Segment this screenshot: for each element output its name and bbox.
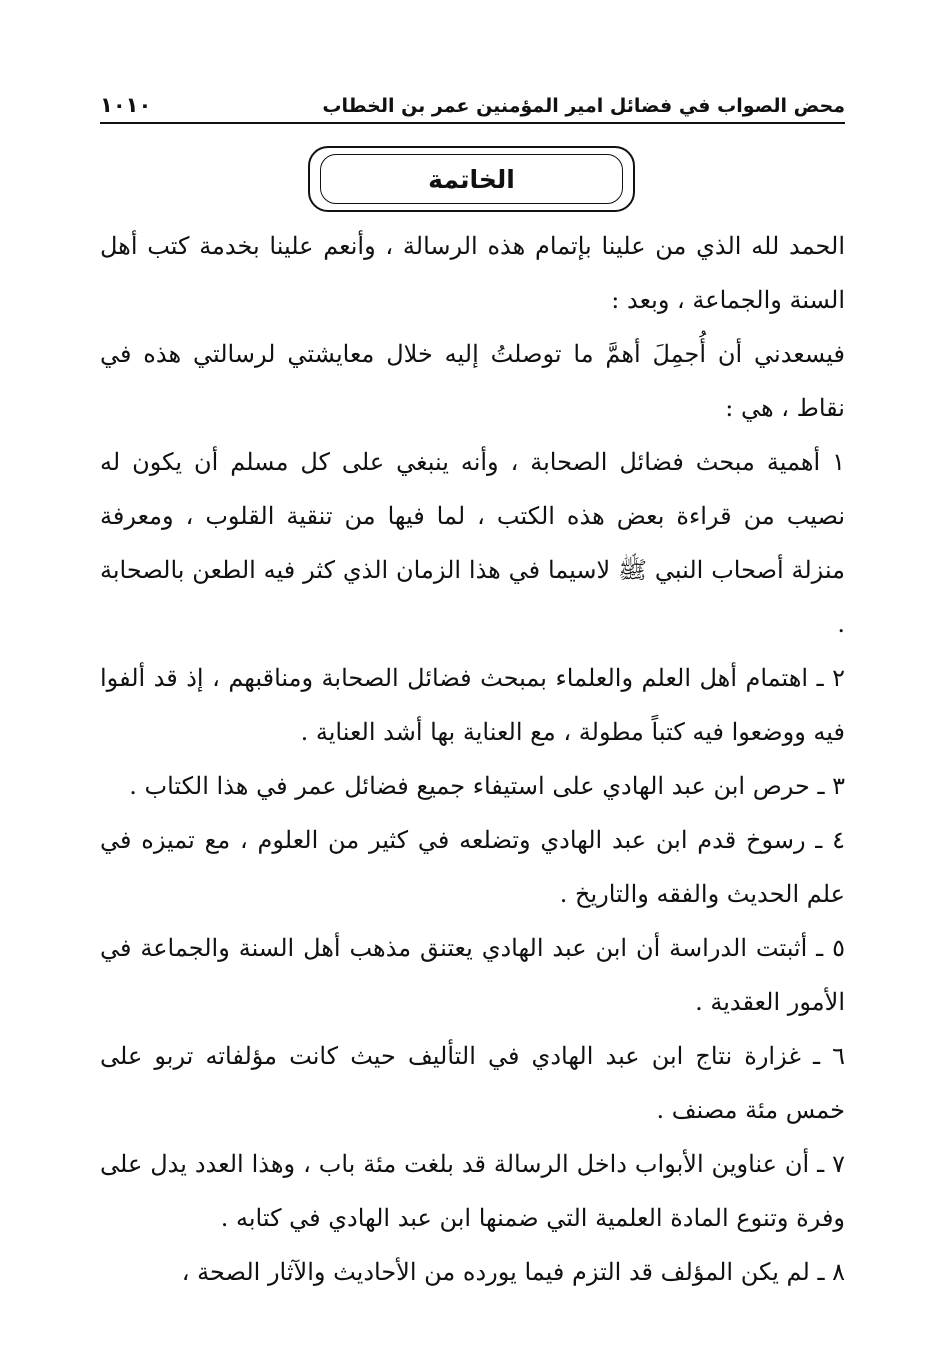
paragraph-point-6: ٦ ـ غزارة نتاج ابن عبد الهادي في التأليف حيث كانت مؤلفاته تربو على خمس مئة مصنف .: [100, 1042, 845, 1124]
paragraph-introduction: فيسعدني أن أُجمِلَ أهمَّ ما توصلتُ إليه خلال معايشتي لرسالتي هذه في نقاط ، هي :: [100, 340, 845, 422]
paragraph-point-4: ٤ ـ رسوخ قدم ابن عبد الهادي وتضلعه في كثير من العلوم ، مع تميزه في علم الحديث والفقه والتاريخ .: [100, 826, 845, 908]
paragraph-point-7: ٧ ـ أن عناوين الأبواب داخل الرسالة قد بلغت مئة باب ، وهذا العدد يدل على وفرة وتنوع المادة العلمية التي ضمنها ابن عبد الهادي في كتابه .: [100, 1150, 845, 1232]
main-text: [100, 219, 845, 1299]
paragraph-point-1: ١ أهمية مبحث فضائل الصحابة ، وأنه ينبغي على كل مسلم أن يكون له نصيب من قراءة بعض هذه الكتب ، لما فيها من تنقية القلوب ، ومعرفة منزلة أصحاب النبي ﷺ لاسيما في هذا الزمان الذي كثر فيه الطعن بالصحابة .: [100, 448, 845, 638]
chapter-title: الخاتمة: [428, 164, 515, 194]
paragraph-point-2: ٢ ـ اهتمام أهل العلم والعلماء بمبحث فضائل الصحابة ومناقبهم ، إذ قد ألفوا فيه ووضعوا فيه كتباً مطولة ، مع العناية بها أشد العناية .: [100, 664, 845, 746]
paragraph-point-3: ٣ ـ حرص ابن عبد الهادي على استيفاء جميع فضائل عمر في هذا الكتاب .: [129, 772, 845, 800]
paragraph-opening-praise: الحمد لله الذي من علينا بإتمام هذه الرسالة ، وأنعم علينا بخدمة كتب أهل السنة والجماعة ، وبعد :: [100, 232, 845, 314]
running-header: [100, 86, 845, 124]
book-title: محض الصواب في فضائل امير المؤمنين عمر بن الخطاب: [322, 95, 845, 117]
paragraph-point-5: ٥ ـ أثبتت الدراسة أن ابن عبد الهادي يعتنق مذهب أهل السنة والجماعة في الأمور العقدية .: [100, 934, 845, 1016]
chapter-title-frame: [308, 146, 635, 212]
paragraph-point-8: ٨ ـ لم يكن المؤلف قد التزم فيما يورده من الأحاديث والآثار الصحة ،: [181, 1258, 845, 1286]
page-number: ١٠١٠: [100, 93, 152, 117]
